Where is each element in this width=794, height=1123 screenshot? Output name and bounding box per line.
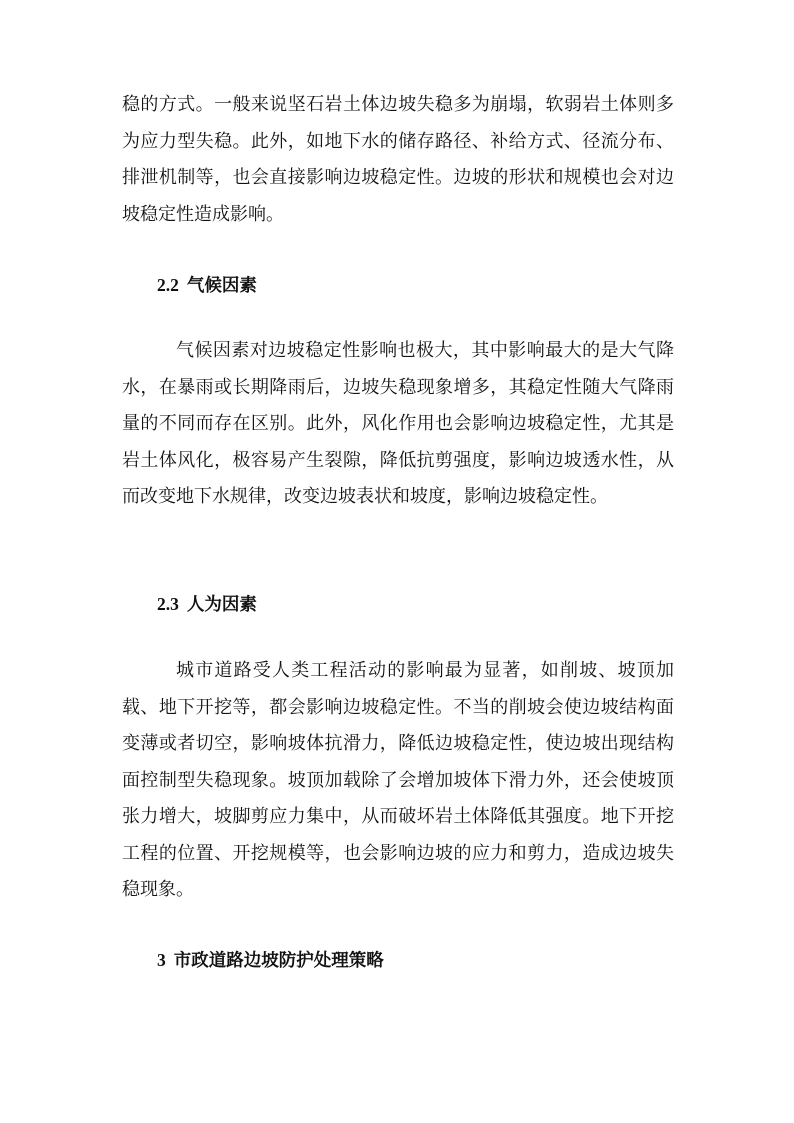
section-heading-2-3 (157, 592, 257, 617)
paragraph-human-factors: 城市道路受人类工程活动的影响最为显著，如削坡、坡顶加载、地下开挖等，都会影响边坡稳定性。不当的削坡会使边坡结构面变薄或者切空，影响坡体抗滑力，降低边坡稳定性，使边坡出现结构面控制型失稳现象。坡顶加载除了会增加坡体下滑力外，还会使坡顶张力增大，坡脚剪应力集中，从而破坏岩土体降低其强度。地下开挖工程的位置、开挖规模等，也会影响边坡的应力和剪力，造成边坡失稳现象。 (122, 660, 674, 900)
section-title: 人为因素 (186, 595, 257, 615)
section-number: 2.2 (157, 275, 179, 295)
paragraph-climate-factors: 气候因素对边坡稳定性影响也极大，其中影响最大的是大气降水，在暴雨或长期降雨后，边坡失稳现象增多，其稳定性随大气降雨量的不同而存在区别。此外，风化作用也会影响边坡稳定性，尤其是岩土体风化，极容易产生裂隙，降低抗剪强度，影响边坡透水性，从而改变地下水规律，改变边坡表状和坡度，影响边坡稳定性。 (122, 340, 674, 507)
section-heading-3 (157, 948, 384, 973)
section-heading-2-2 (157, 273, 257, 298)
section-number: 3 (157, 950, 166, 970)
section-title: 市政道路边坡防护处理策略 (173, 951, 384, 971)
section-title: 气候因素 (186, 276, 257, 296)
section-number: 2.3 (157, 594, 179, 614)
paragraph-slope-instability: 稳的方式。一般来说坚石岩土体边坡失稳多为崩塌，软弱岩土体则多为应力型失稳。此外，如地下水的储存路径、补给方式、径流分布、排泄机制等，也会直接影响边坡稳定性。边坡的形状和规模也会对边坡稳定性造成影响。 (122, 94, 674, 225)
